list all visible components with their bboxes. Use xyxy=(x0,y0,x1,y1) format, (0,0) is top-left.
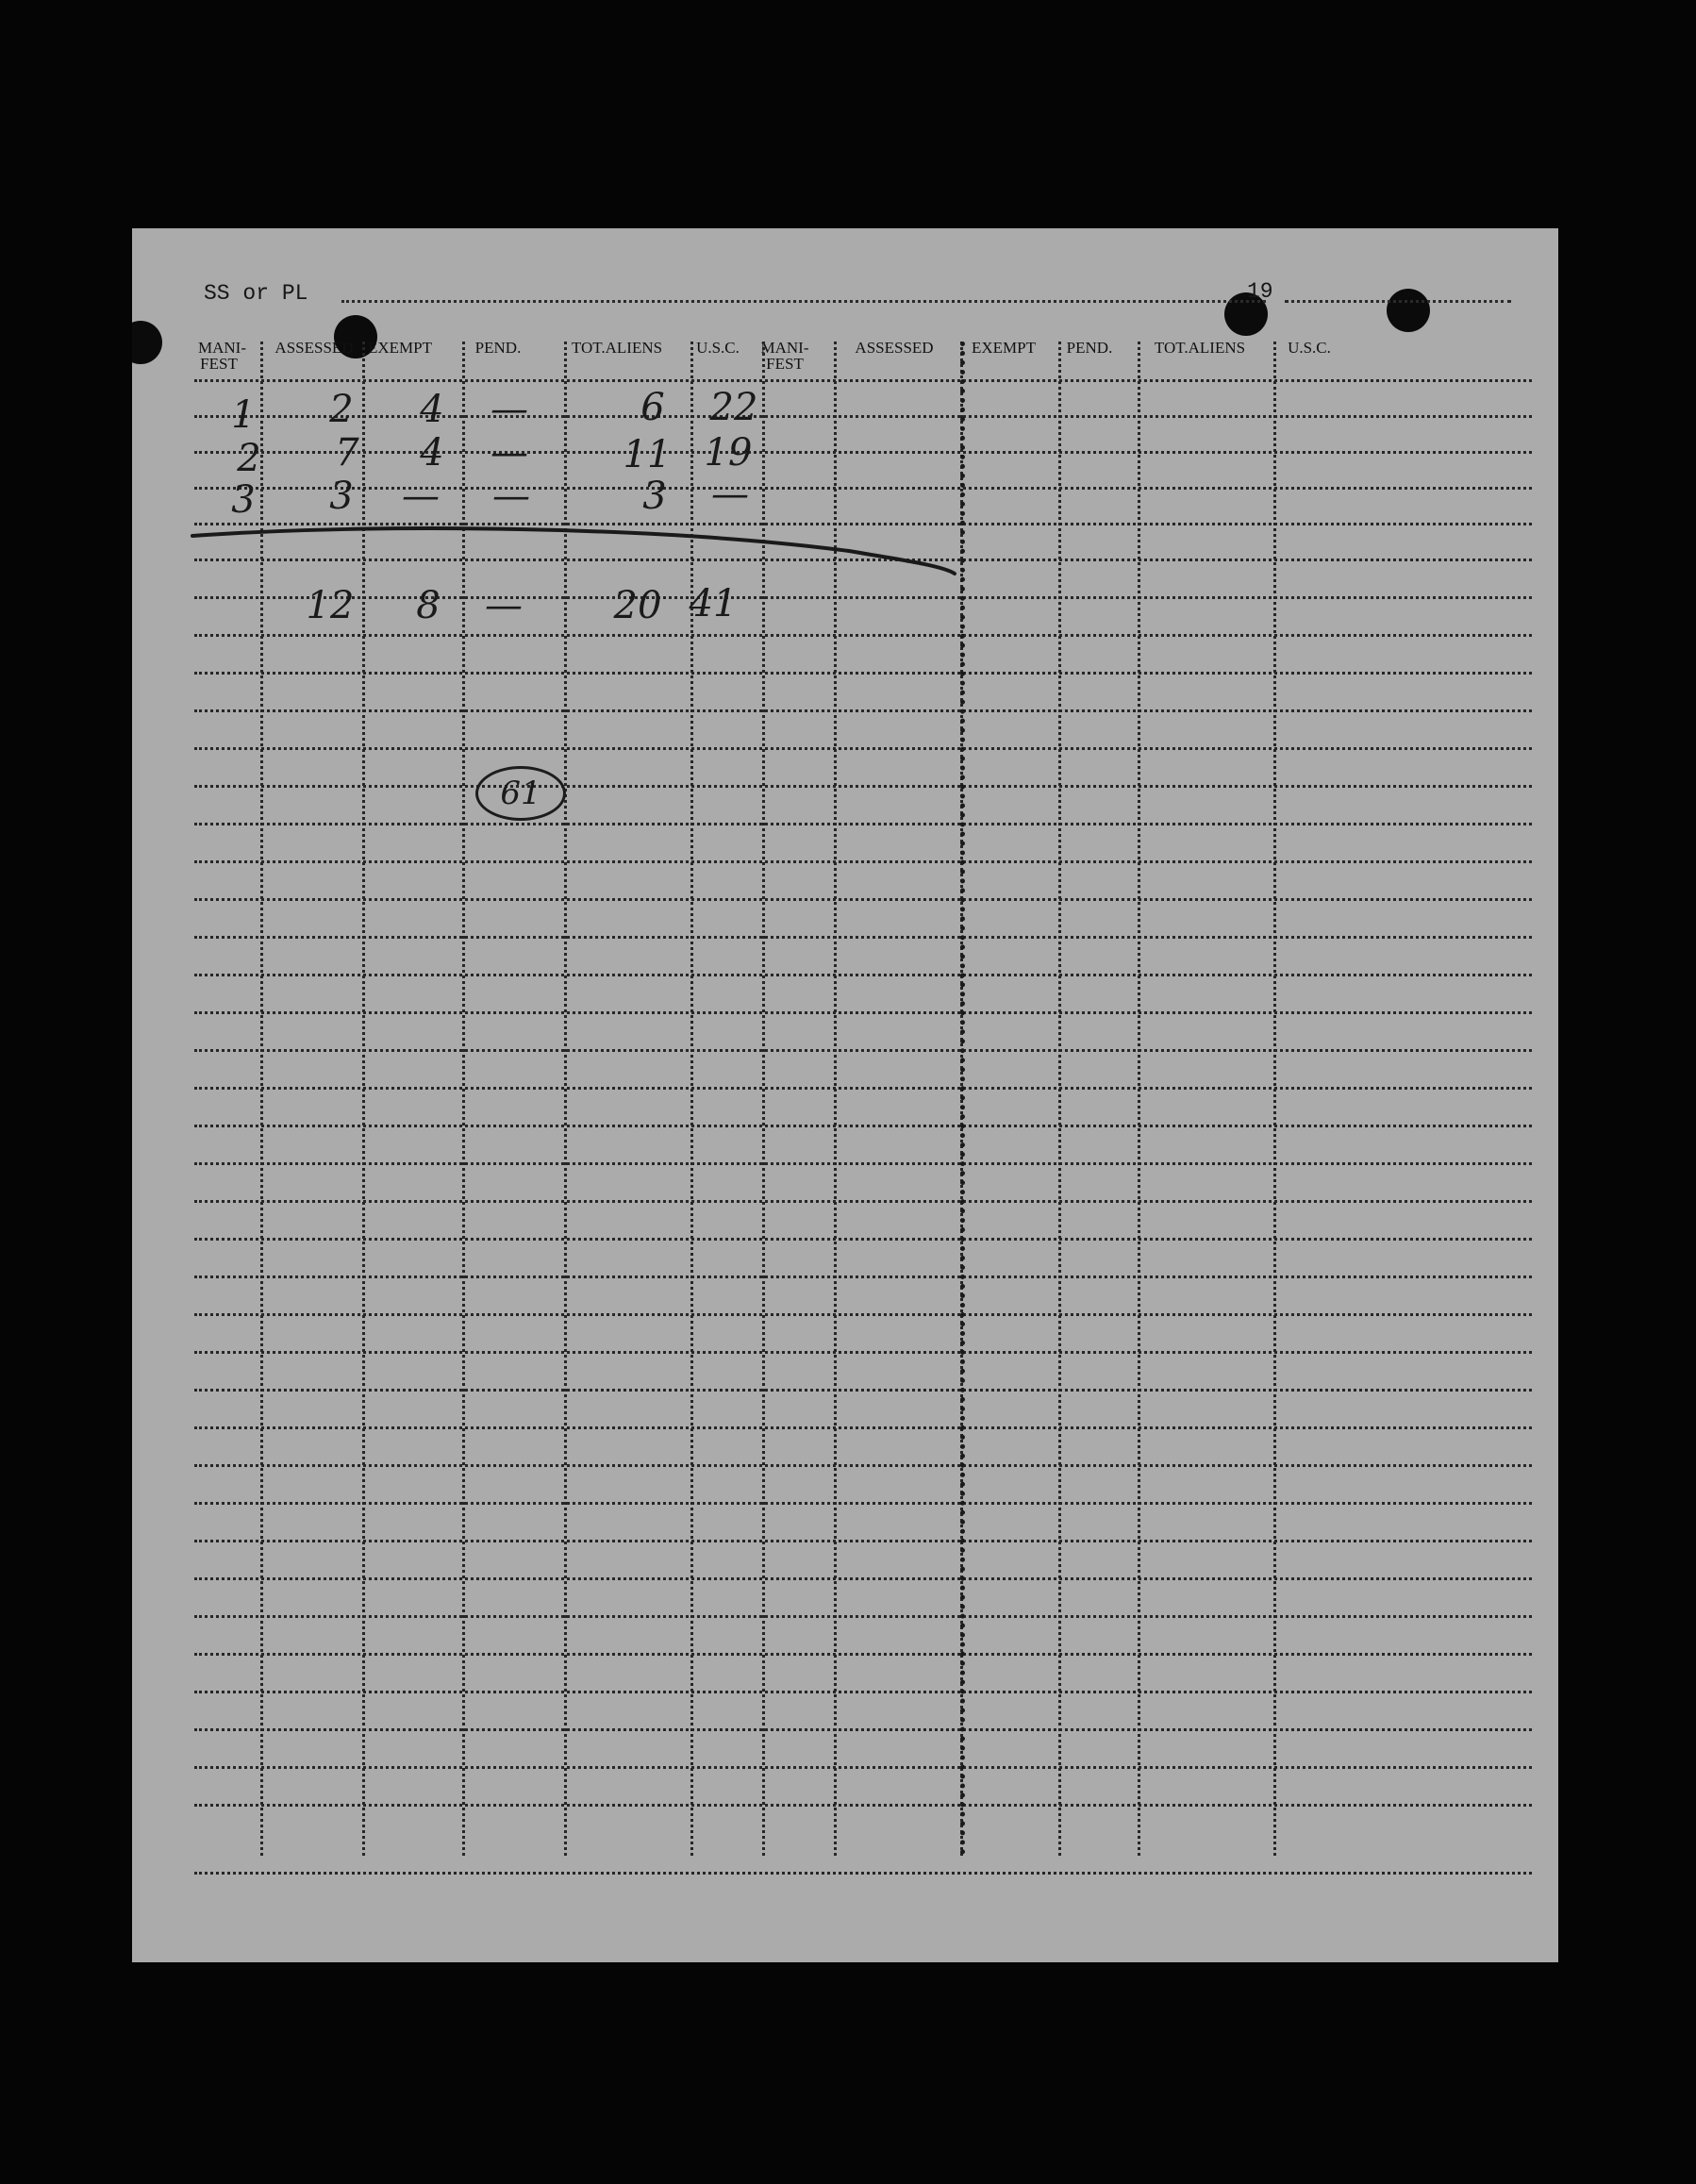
total-exempt: 8 xyxy=(416,584,441,627)
col-header-manifest-2: MANI- FEST xyxy=(760,339,809,373)
col-header-assessed-2: ASSESSED xyxy=(855,339,934,357)
grid-row-line xyxy=(194,1426,1532,1429)
grid-row-line xyxy=(194,1766,1532,1769)
grand-total-value: 61 xyxy=(500,775,541,812)
col-header-assessed: ASSESSED xyxy=(274,339,354,357)
total-assessed: 12 xyxy=(306,584,355,627)
grid-row-line xyxy=(194,1238,1532,1241)
grid-row-line xyxy=(194,1615,1532,1618)
col-header-tot-aliens-2: TOT.ALIENS xyxy=(1154,339,1246,357)
grid-row-line xyxy=(194,974,1532,976)
entry-2-tot-aliens: 11 xyxy=(623,433,672,476)
grid-row-line xyxy=(194,672,1532,675)
grid-row-line xyxy=(194,1872,1532,1875)
col-header-pend-2: PEND. xyxy=(1066,339,1113,357)
total-usc: 41 xyxy=(689,582,738,625)
grid-row-line xyxy=(194,1804,1532,1807)
grid-row-line xyxy=(194,785,1532,788)
grid-row-line xyxy=(194,823,1532,825)
entry-1-tot-aliens: 6 xyxy=(640,386,665,429)
entry-3-exempt: — xyxy=(402,475,440,518)
col-header-exempt-2: EXEMPT xyxy=(972,339,1036,357)
grid-row-line xyxy=(194,709,1532,712)
entry-3-pend: — xyxy=(492,475,530,518)
grid-row-line xyxy=(194,1540,1532,1542)
entry-2-usc: 19 xyxy=(704,431,753,475)
vessel-label: SS or PL xyxy=(204,281,308,306)
grid-row-line xyxy=(194,860,1532,863)
grid-row-line xyxy=(194,898,1532,901)
total-tot-aliens: 20 xyxy=(613,584,662,627)
entry-3-tot-aliens: 3 xyxy=(642,475,667,518)
grid-row-line xyxy=(194,1162,1532,1165)
grid-row-line xyxy=(194,634,1532,637)
entry-2-manifest: 2 xyxy=(237,437,261,480)
grid-row-line xyxy=(194,1653,1532,1656)
year-label: 19 xyxy=(1247,279,1273,304)
entry-3-assessed: 3 xyxy=(329,475,354,518)
entry-2-pend: — xyxy=(491,431,528,475)
grid-row-line xyxy=(194,1125,1532,1127)
grid-row-line xyxy=(194,1275,1532,1278)
entry-3-usc: — xyxy=(711,473,749,516)
form-sheet xyxy=(132,228,1558,1962)
grid-row-line xyxy=(194,1728,1532,1731)
entry-1-exempt: 4 xyxy=(420,388,444,431)
grid-row-line xyxy=(194,1464,1532,1467)
total-pend: — xyxy=(485,584,523,627)
grid-row-line xyxy=(194,1502,1532,1505)
grid-row-line xyxy=(194,1691,1532,1693)
col-header-usc: U.S.C. xyxy=(696,339,740,357)
entry-3-manifest: 3 xyxy=(231,478,256,522)
grid-row-line xyxy=(194,1577,1532,1580)
col-header-tot-aliens: TOT.ALIENS xyxy=(571,339,663,357)
col-header-pend: PEND. xyxy=(474,339,522,357)
entry-1-manifest: 1 xyxy=(231,393,256,437)
entry-1-usc: 22 xyxy=(709,386,758,429)
col-header-exempt: EXEMPT xyxy=(368,339,432,357)
grid-row-line xyxy=(194,747,1532,750)
entry-1-pend: — xyxy=(491,388,528,431)
grid-row-line xyxy=(194,1011,1532,1014)
col-header-usc-2: U.S.C. xyxy=(1288,339,1331,357)
grid-row-line xyxy=(194,1389,1532,1392)
entry-1-assessed: 2 xyxy=(329,388,354,431)
grid-row-line xyxy=(194,1087,1532,1090)
entry-2-exempt: 4 xyxy=(420,431,444,475)
grid-row-line xyxy=(194,936,1532,939)
entry-2-assessed: 7 xyxy=(335,431,359,475)
col-header-manifest: MANI- FEST xyxy=(198,339,246,373)
grid-row-line xyxy=(194,1049,1532,1052)
grid-row-line xyxy=(194,1200,1532,1203)
grid-row-line xyxy=(194,1313,1532,1316)
grand-total-circled xyxy=(475,766,566,821)
grid-row-line xyxy=(194,1351,1532,1354)
